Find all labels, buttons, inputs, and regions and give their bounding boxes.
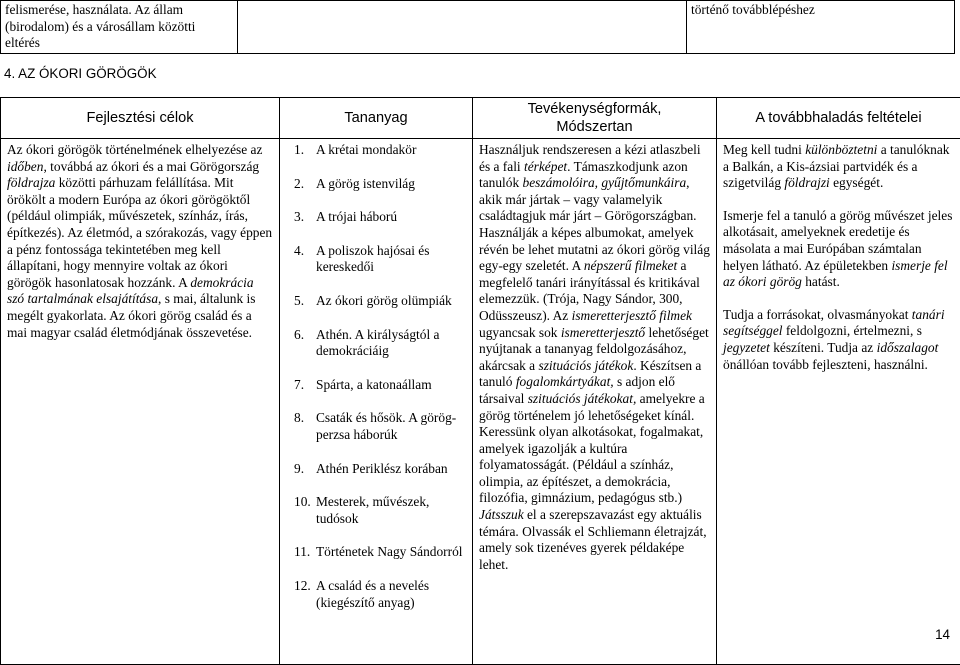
list-item: 1. A krétai mondakör: [294, 142, 467, 159]
activities-cell: [473, 139, 717, 665]
activities-text: Használjuk rendszeresen a kézi atlaszbeli és a fali térképet. Támaszkodjunk azon tanulók beszámolóira, gyűjtőmunkáira, akik már jártak – vagy valamelyik családtagjuk már járt – Görögországban. Használják a képes albumokat, amelyek révén be lehet mutatni az ókori görög világ egy-egy szeletét. A népszerű filmeket a megfelelő tanári irányítással és kritikával elemezzük. (Trója, Nagy Sándor, 300, Odüsszeusz). Az ismeretterjesztő filmek ugyancsak sok ismeretterjesztő lehetőséget nyújtanak a tananyag feldolgozásához, akárcsak a szituációs játékok. Készítsen a tanuló fogalomkártyákat, s adjon elő társaival szituációs játékokat, amelyekre a görög történelem jó lehetőségeket kínál. Keressünk olyan alkotásokat, fogalmakat, amelyek igazolják a kultúra folyamatosságát. (Például a színház, olimpia, az építészet, a demokrácia, filozófia, gimnázium, pedagógus stb.) Játsszuk el a szerepszavazást egy aktuális témára. Olvassák el Schliemann életrajzát, amely sok tizenéves gyerek példaképe lehet.: [479, 142, 711, 573]
goals-text: Az ókori görögök történelmének elhelyezése az időben, továbbá az ókori és a mai Görögország földrajza közötti párhuzam felállítása. Mit örökölt a modern Európa az ókori görögöktől (például olimpiák, művészetek, színház, írás, építkezés). Az életmód, a szórakozás, vagy éppen a pénz fontossága tekintetében meg kell állapítani, hogy mennyire voltak az ókori görögök hasonlatosak hozzánk. A demokrácia szó tartalmának elsajátítása, s mai, általunk is megélt gyakorlata. Az ókori görög család és a mai magyar család életmódjának összevetése.: [7, 142, 274, 341]
header-activities: Tevékenységformák, Módszertan: [473, 98, 717, 139]
conditions-paragraph: Meg kell tudni különböztetni a tanulóknak a Balkán, a Kis-ázsiai partvidék és a szigetvilág földrajzi egységét.: [723, 142, 955, 192]
header-goals: Fejlesztési célok: [1, 98, 280, 139]
list-item: 8. Csaták és hősök. A görög-perzsa háborúk: [294, 410, 467, 443]
header-syllabus: Tananyag: [280, 98, 473, 139]
previous-section-table: [0, 0, 955, 54]
header-row: [1, 98, 960, 139]
goals-cell: [1, 139, 280, 665]
list-item: 11. Történetek Nagy Sándorról: [294, 544, 467, 561]
list-item: 12. A család és a nevelés (kiegészítő anyag): [294, 578, 467, 611]
conditions-cell: [717, 139, 960, 665]
syllabus-list: [286, 142, 467, 611]
conditions-paragraph: Tudja a forrásokat, olvasmányokat tanári segítséggel feldolgozni, értelmezni, s jegyzetet készíteni. Tudja az időszalagot önállóan tovább fejleszteni, használni.: [723, 307, 955, 373]
previous-goals-text: felismerése, használata. Az állam (birodalom) és a városállam közötti eltérés: [5, 2, 195, 50]
conditions-paragraph: Ismerje fel a tanuló a görög művészet jeles alkotásait, amelyeknek eredetije és másolata a mai Európában számtalan helyen látható. Az épületekben ismerje fel az ókori görög hatást.: [723, 208, 955, 291]
list-item: 3. A trójai háború: [294, 209, 467, 226]
section-title: 4. AZ ÓKORI GÖRÖGÖK: [4, 66, 157, 83]
curriculum-table: [0, 97, 960, 665]
page-number: 14: [935, 627, 950, 644]
previous-conditions-cell: [687, 1, 955, 54]
syllabus-cell: [280, 139, 473, 665]
header-conditions: A továbbhaladás feltételei: [717, 98, 960, 139]
list-item: 10. Mesterek, művészek, tudósok: [294, 494, 467, 527]
previous-goals-cell: [1, 1, 238, 54]
list-item: 5. Az ókori görög olümpiák: [294, 293, 467, 310]
content-row: [1, 139, 960, 665]
previous-conditions-text: történő továbblépéshez: [691, 2, 815, 17]
list-item: 4. A poliszok hajósai és kereskedői: [294, 243, 467, 276]
list-item: 2. A görög istenvilág: [294, 176, 467, 193]
list-item: 9. Athén Periklész korában: [294, 461, 467, 478]
previous-syllabus-cell: [238, 1, 687, 54]
list-item: 7. Spárta, a katonaállam: [294, 377, 467, 394]
list-item: 6. Athén. A királyságtól a demokráciáig: [294, 327, 467, 360]
